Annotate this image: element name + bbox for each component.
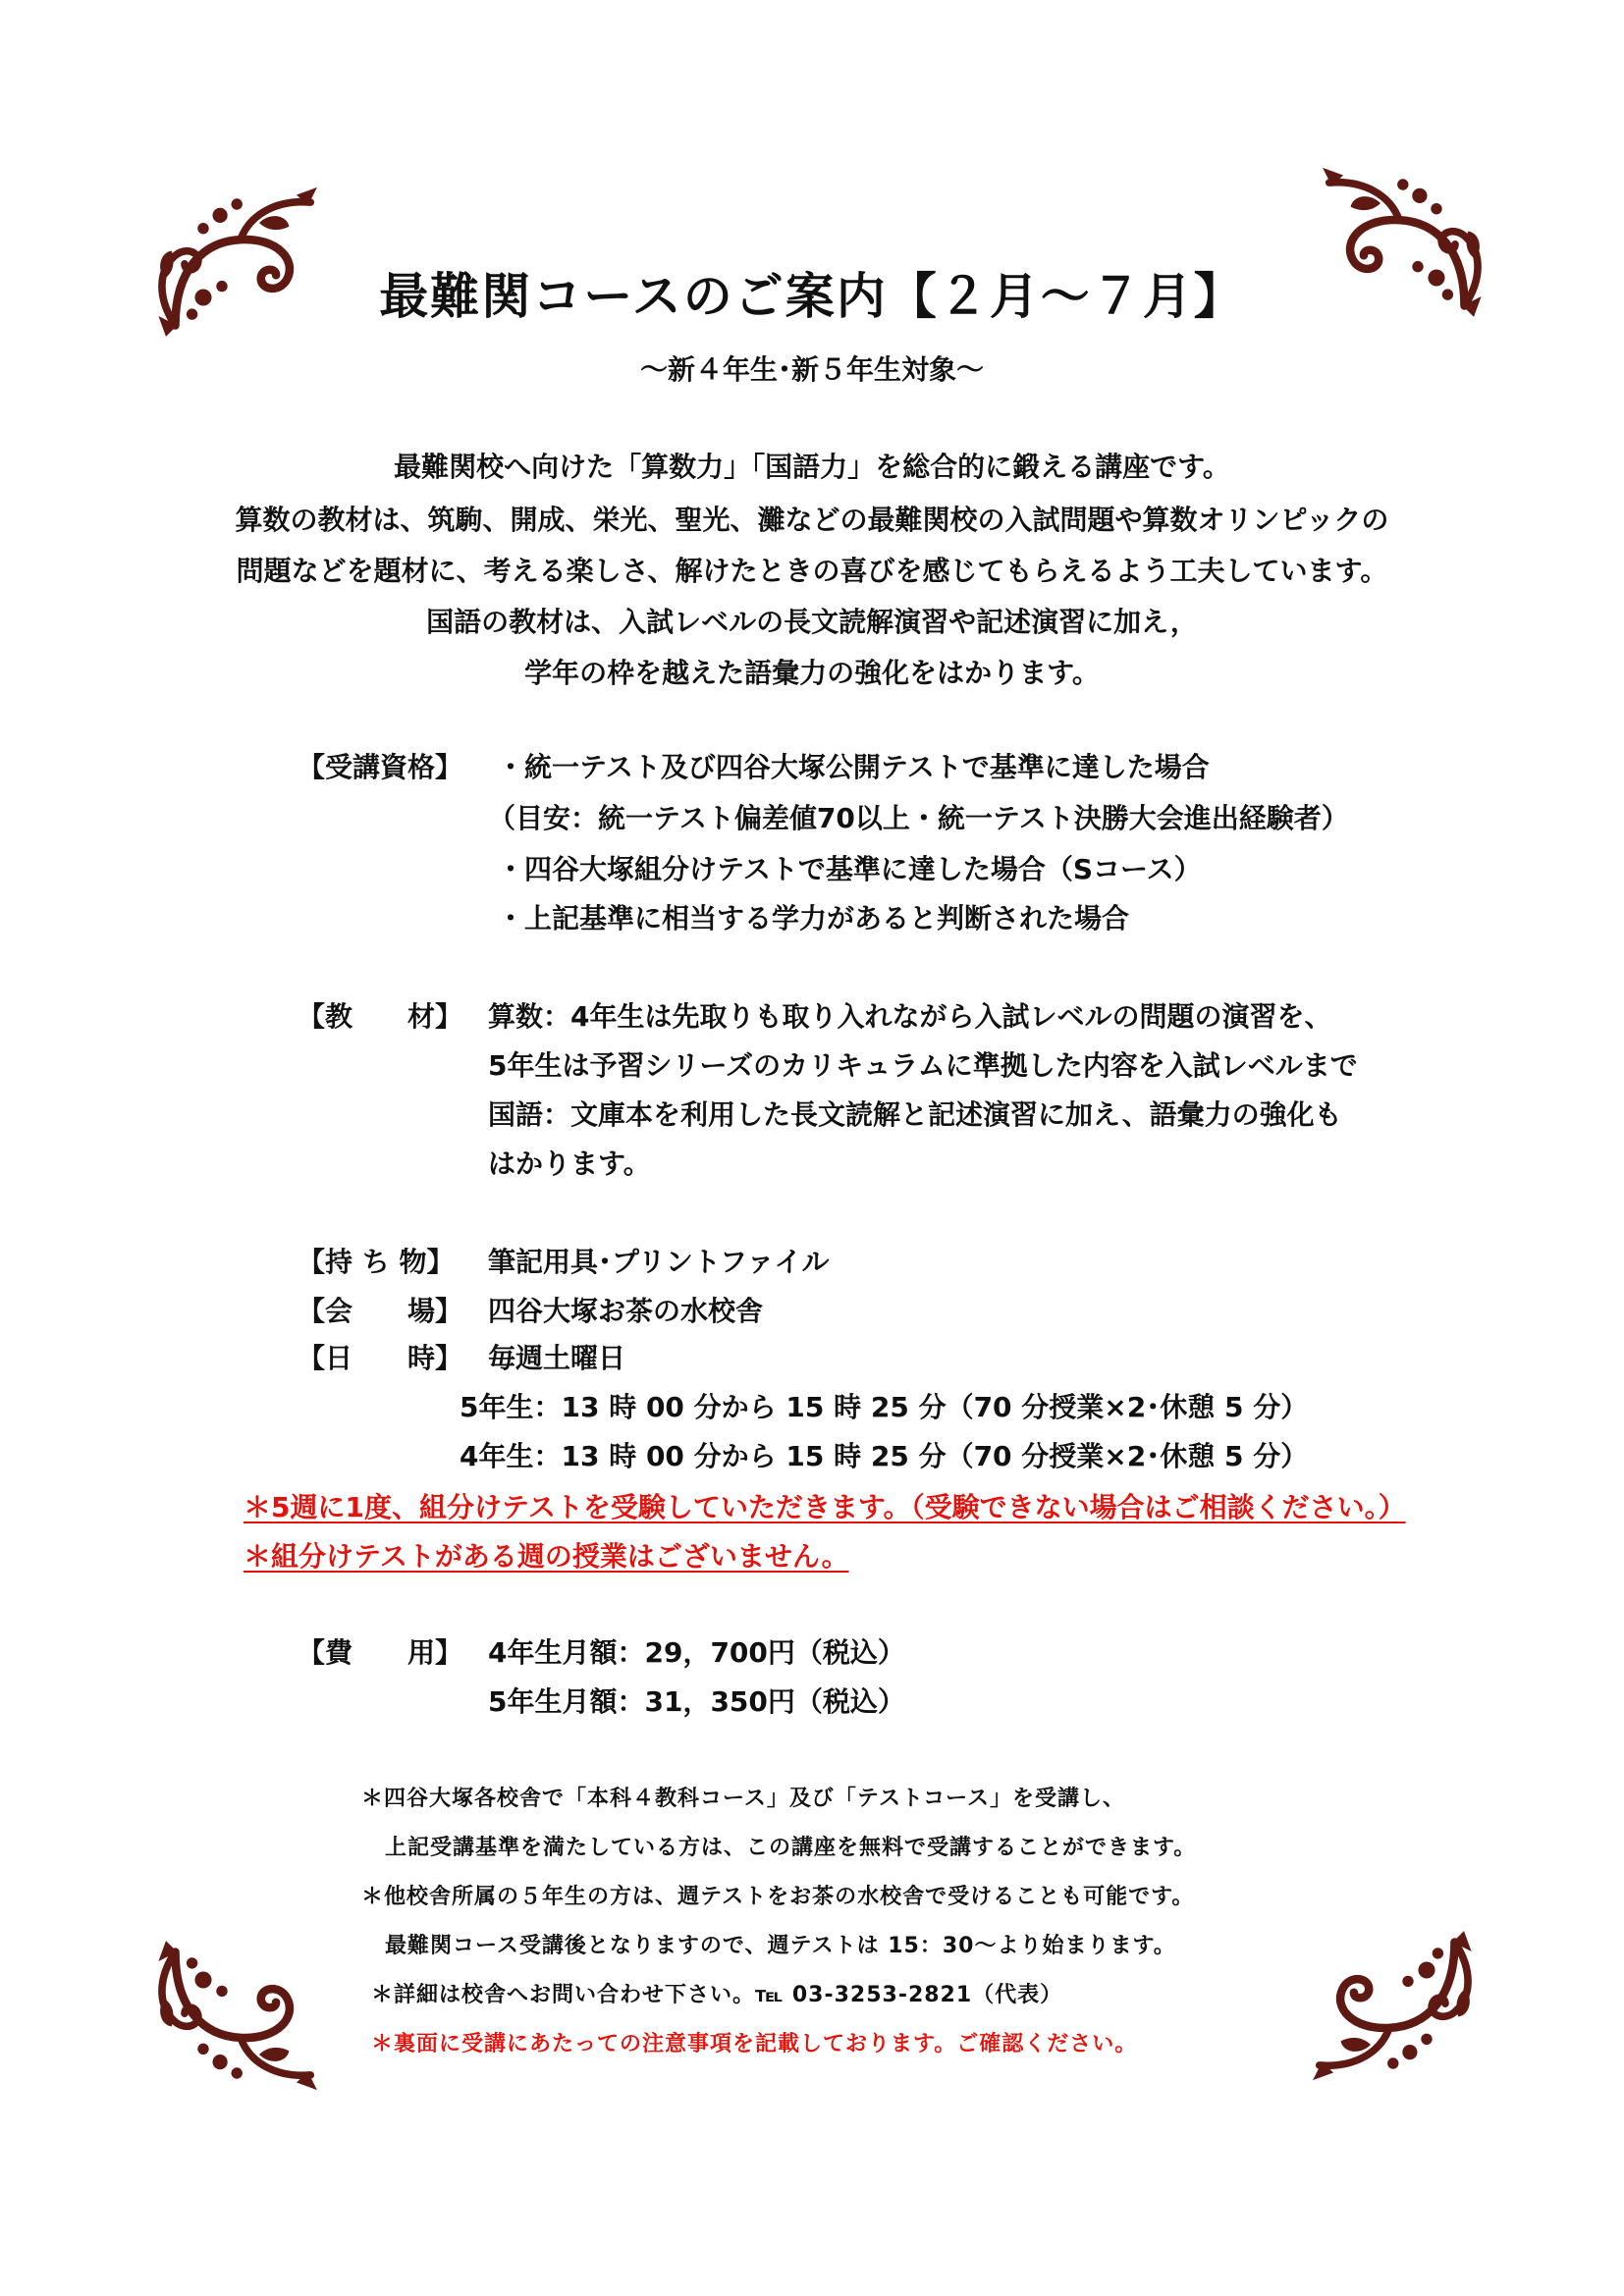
- footnote-line: ＊四谷大塚各校舎で「本科４教科コース」及び「テストコース」を受講し、: [361, 1787, 1126, 1811]
- fees-line: 4年生月額：29，700円（税込）: [488, 1636, 905, 1669]
- materials-line: 算数：4年生は先取りも取り入れながら入試レベルの問題の演習を、: [488, 1000, 1332, 1033]
- page-subtitle: ～新４年生･新５年生対象～: [639, 353, 984, 386]
- fees-line: 5年生月額：31，350円（税込）: [488, 1685, 905, 1718]
- belongings-value: 筆記用具･プリントファイル: [488, 1246, 830, 1278]
- materials-line: はかります。: [488, 1148, 651, 1180]
- intro-line: 学年の枠を越えた語彙力の強化をはかります。: [524, 657, 1100, 689]
- schedule-line: 4年生：13 時 00 分から 15 時 25 分（70 分授業×2･休憩 5 分）: [460, 1440, 1309, 1472]
- eligibility-line: ・上記基準に相当する学力があると判断された場合: [497, 902, 1130, 934]
- eligibility-label: 【受講資格】: [298, 751, 463, 783]
- footnote-line: ＊詳細は校舎へお問い合わせ下さい。℡ 03-3253-2821（代表）: [371, 1983, 1063, 2007]
- intro-line: 国語の教材は、入試レベルの長文読解演習や記述演習に加え，: [426, 606, 1198, 638]
- eligibility-line: ・四谷大塚組分けテストで基準に達した場合（Sコース）: [497, 853, 1202, 885]
- venue-label: 【会 場】: [298, 1295, 463, 1327]
- intro-line: 最難関校へ向けた「算数力」「国語力」を総合的に鍛える講座です。: [394, 451, 1230, 483]
- corner-ornament-bottom-left-icon: [147, 1924, 334, 2110]
- fees-label: 【費 用】: [298, 1636, 463, 1669]
- venue-value: 四谷大塚お茶の水校舎: [488, 1295, 764, 1327]
- materials-line: 国語：文庫本を利用した長文読解と記述演習に加え、語彙力の強化も: [488, 1098, 1342, 1131]
- belongings-label: 【持 ち 物】: [298, 1246, 455, 1278]
- materials-label: 【教 材】: [298, 1000, 463, 1033]
- corner-ornament-bottom-right-icon: [1296, 1914, 1483, 2101]
- footnote-line: 最難関コース受講後となりますので、週テストは 15：30～より始まります。: [385, 1934, 1176, 1958]
- schedule-line: 5年生：13 時 00 分から 15 時 25 分（70 分授業×2･休憩 5 分）: [460, 1391, 1309, 1423]
- intro-line: 算数の教材は、筑駒、開成、栄光、聖光、灘などの最難関校の入試問題や算数オリンピックの: [235, 504, 1389, 536]
- schedule-value: 毎週土曜日: [488, 1342, 626, 1374]
- materials-line: 5年生は予習シリーズのカリキュラムに準拠した内容を入試レベルまで: [488, 1049, 1358, 1082]
- warning-line: ＊組分けテストがある週の授業はございません。: [244, 1540, 849, 1573]
- footnote-red-line: ＊裏面に受講にあたっての注意事項を記載しております。ご確認ください。: [371, 2032, 1138, 2056]
- warning-line: ＊5週に1度、組分けテストを受験していただきます。（受験できない場合はご相談ください。）: [244, 1491, 1406, 1523]
- footnote-line: 上記受講基準を満たしている方は、この講座を無料で受講することができます。: [385, 1836, 1197, 1860]
- eligibility-line: （目安：統一テスト偏差値70以上・統一テスト決勝大会進出経験者）: [488, 802, 1349, 834]
- footnote-line: ＊他校舎所属の５年生の方は、週テストをお茶の水校舎で受けることも可能です。: [361, 1885, 1195, 1909]
- schedule-label: 【日 時】: [298, 1342, 463, 1374]
- intro-line: 問題などを題材に、考える楽しさ、解けたときの喜びを感じてもらえるよう工夫しています。: [236, 555, 1388, 587]
- eligibility-line: ・統一テスト及び四谷大塚公開テストで基準に達した場合: [497, 751, 1210, 783]
- page-title: 最難関コースのご案内【２月～７月】: [379, 268, 1245, 325]
